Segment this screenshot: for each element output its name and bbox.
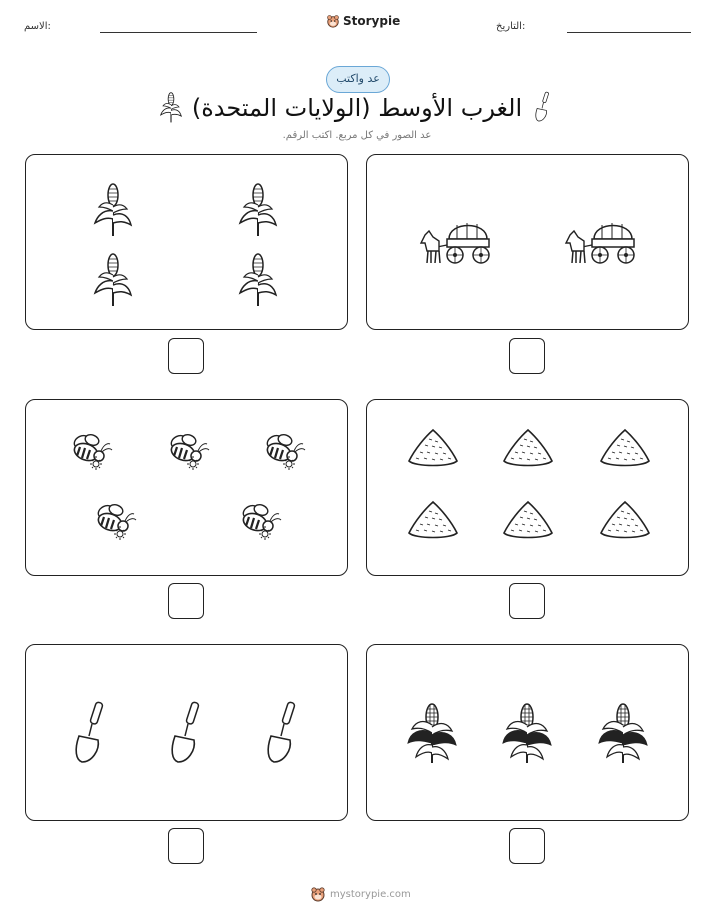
panel-bee (25, 399, 348, 576)
storypie-logo (326, 14, 400, 28)
footer (310, 886, 411, 902)
corn-plant-icon (597, 699, 649, 765)
panel-corn-stalk (25, 154, 348, 330)
trowel-icon (72, 700, 106, 766)
name-label: الاسم: (24, 21, 51, 32)
count-write-badge: عد واكتب (326, 66, 390, 93)
trowel-icon (532, 91, 552, 123)
hay-pile-icon (405, 427, 461, 471)
answer-box[interactable] (168, 338, 204, 374)
hay-pile-icon (597, 499, 653, 543)
trowel-icon (168, 700, 202, 766)
answer-box[interactable] (168, 828, 204, 864)
answer-box[interactable] (509, 338, 545, 374)
panel-covered-wagon (366, 154, 689, 330)
answer-box[interactable] (509, 828, 545, 864)
corn-plant-icon (406, 699, 458, 765)
bee-icon (68, 430, 114, 470)
hay-pile-icon (405, 499, 461, 543)
answer-box[interactable] (509, 583, 545, 619)
hay-pile-icon (500, 427, 556, 471)
covered-wagon-icon (564, 217, 636, 267)
corn-stalk-icon (237, 251, 279, 307)
covered-wagon-icon (419, 217, 491, 267)
date-label: التاريخ: (496, 21, 526, 32)
bee-icon (92, 500, 138, 540)
bear-icon (310, 886, 326, 902)
corn-stalk-icon (92, 181, 134, 237)
trowel-icon (264, 700, 298, 766)
instructions: عد الصور في كل مربع. اكتب الرقم. (282, 130, 432, 141)
panel-corn-plant (366, 644, 689, 821)
footer-url[interactable]: mystorypie.com (330, 888, 411, 900)
corn-stalk-icon (237, 181, 279, 237)
bee-icon (237, 500, 283, 540)
bee-icon (261, 430, 307, 470)
panel-hay-pile (366, 399, 689, 576)
date-field[interactable] (567, 32, 691, 33)
bear-icon (326, 14, 340, 28)
panel-trowel (25, 644, 348, 821)
answer-box[interactable] (168, 583, 204, 619)
brand-name: Storypie (343, 14, 401, 28)
page-title: الغرب الأوسط (الولايات المتحدة) (191, 94, 523, 122)
corn-plant-icon (501, 699, 553, 765)
hay-pile-icon (597, 427, 653, 471)
hay-pile-icon (500, 499, 556, 543)
bee-icon (165, 430, 211, 470)
corn-stalk-icon (92, 251, 134, 307)
name-field[interactable] (100, 32, 257, 33)
corn-stalk-icon (158, 91, 184, 123)
